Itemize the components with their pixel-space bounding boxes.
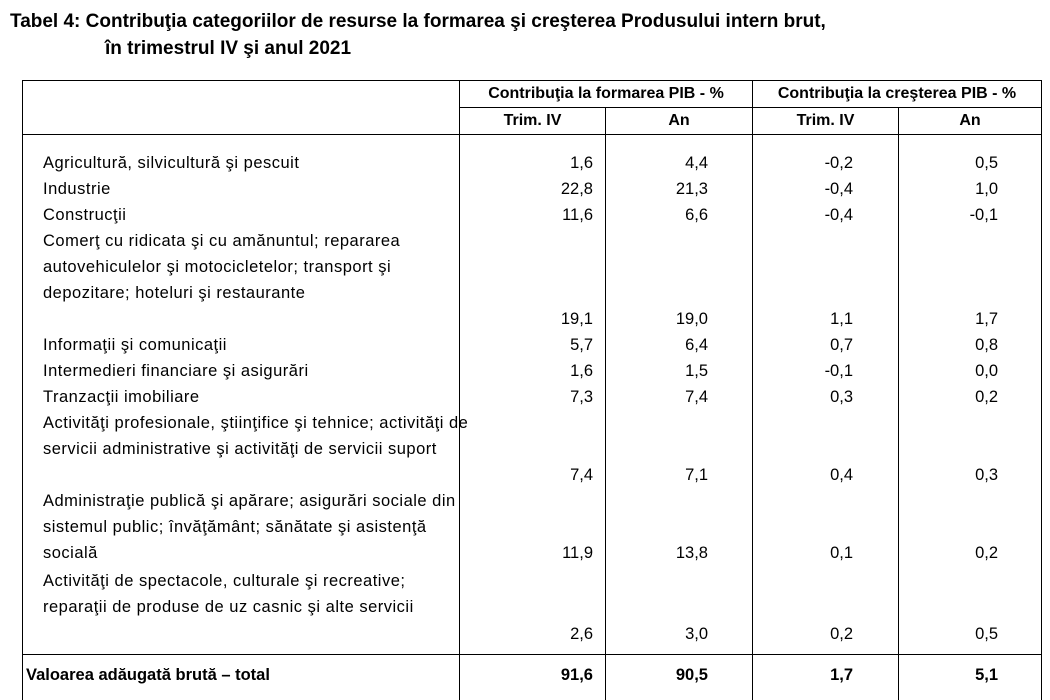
value-growth-trim: -0,4: [824, 180, 853, 198]
value-formation-an: 6,6: [685, 206, 708, 224]
header-bottom-line: [23, 134, 1041, 135]
title-line-1: Tabel 4: Contribuţia categoriilor de resurse la formarea şi creşterea Produsului intern brut,: [10, 11, 826, 32]
value-formation-trim: 7,3: [570, 388, 593, 406]
value-growth-trim: 0,2: [830, 625, 853, 643]
value-growth-an: 0,5: [975, 154, 998, 172]
row-label: Intermedieri financiare şi asigurări: [43, 362, 309, 380]
value-growth-an: 0,0: [975, 362, 998, 380]
row-label: Activităţi de spectacole, culturale şi recreative; reparaţii de produse de uz casnic şi alte servicii: [43, 572, 414, 616]
header-divider: [459, 107, 1041, 108]
row-label: Administraţie publică şi apărare; asigurări sociale din sistemul public; învăţământ; sănătate şi asistenţă socială: [43, 492, 456, 562]
table-row: [23, 358, 1041, 384]
total-formation-trim: 91,6: [560, 666, 593, 684]
value-formation-trim: 19,1: [560, 310, 593, 328]
header-formation-pib: Contribuţia la formarea PIB - %: [488, 85, 724, 102]
value-formation-trim: 2,6: [570, 625, 593, 643]
table-row: [23, 410, 1041, 488]
total-formation-an: 90,5: [675, 666, 708, 684]
total-growth-an: 5,1: [975, 666, 998, 684]
value-formation-an: 4,4: [685, 154, 708, 172]
value-formation-trim: 11,9: [562, 544, 593, 562]
row-label: Comerţ cu ridicata şi cu amănuntul; repararea autovehiculelor şi motocicletelor; transport şi depozitare; hoteluri şi restaurante: [43, 232, 401, 302]
value-formation-trim: 22,8: [560, 180, 593, 198]
row-label: Informaţii şi comunicaţii: [43, 336, 227, 354]
value-growth-trim: -0,4: [824, 206, 853, 224]
row-label: Agricultură, silvicultură şi pescuit: [43, 154, 300, 172]
table-row: [23, 202, 1041, 228]
value-formation-trim: 11,6: [562, 206, 593, 224]
table-row: [23, 176, 1041, 202]
value-growth-an: 1,7: [975, 310, 998, 328]
title-line-2: în trimestrul IV şi anul 2021: [105, 38, 352, 59]
value-formation-an: 6,4: [685, 336, 708, 354]
value-growth-an: 0,2: [975, 388, 998, 406]
value-growth-trim: 0,1: [830, 544, 853, 562]
table-row: [23, 568, 1041, 646]
table-row: [23, 228, 1041, 332]
value-formation-an: 3,0: [685, 625, 708, 643]
value-growth-an: 0,5: [975, 625, 998, 643]
value-formation-an: 13,8: [675, 544, 708, 562]
table-title: [10, 8, 826, 62]
value-growth-an: 0,3: [975, 466, 998, 484]
value-formation-an: 1,5: [685, 362, 708, 380]
table-row: [23, 332, 1041, 358]
row-label: Activităţi profesionale, ştiinţifice şi tehnice; activităţi de servicii administrative şi activităţi de servicii suport: [43, 414, 469, 458]
value-formation-an: 19,0: [675, 310, 708, 328]
value-formation-trim: 5,7: [570, 336, 593, 354]
value-growth-trim: -0,1: [824, 362, 853, 380]
value-growth-trim: 0,4: [830, 466, 853, 484]
subheader-an-formation: An: [668, 112, 690, 129]
table-row: [23, 384, 1041, 410]
value-growth-trim: 1,1: [830, 310, 853, 328]
header-growth-pib: Contribuţia la creşterea PIB - %: [777, 85, 1017, 102]
total-separator-line: [23, 654, 1041, 655]
value-formation-an: 7,1: [685, 466, 708, 484]
row-label: Tranzacţii imobiliare: [43, 388, 200, 406]
table-row: [23, 488, 1041, 566]
value-growth-an: -0,1: [969, 206, 998, 224]
value-growth-trim: 0,7: [830, 336, 853, 354]
value-formation-an: 21,3: [675, 180, 708, 198]
value-growth-an: 1,0: [975, 180, 998, 198]
row-label: Construcţii: [43, 206, 127, 224]
subheader-an-growth: An: [959, 112, 981, 129]
table-row: [23, 150, 1041, 176]
value-formation-an: 7,4: [685, 388, 708, 406]
total-growth-trim: 1,7: [830, 666, 853, 684]
subheader-trim-iv-formation: Trim. IV: [503, 112, 562, 129]
subheader-trim-iv-growth: Trim. IV: [796, 112, 855, 129]
value-growth-trim: 0,3: [830, 388, 853, 406]
value-formation-trim: 1,6: [570, 154, 593, 172]
value-growth-an: 0,2: [975, 544, 998, 562]
total-row: [23, 662, 1041, 688]
value-formation-trim: 1,6: [570, 362, 593, 380]
gdp-contribution-table: [22, 80, 1042, 700]
value-growth-trim: -0,2: [824, 154, 853, 172]
row-label: Industrie: [43, 180, 111, 198]
value-growth-an: 0,8: [975, 336, 998, 354]
value-formation-trim: 7,4: [570, 466, 593, 484]
total-label: Valoarea adăugată brută – total: [26, 666, 270, 684]
